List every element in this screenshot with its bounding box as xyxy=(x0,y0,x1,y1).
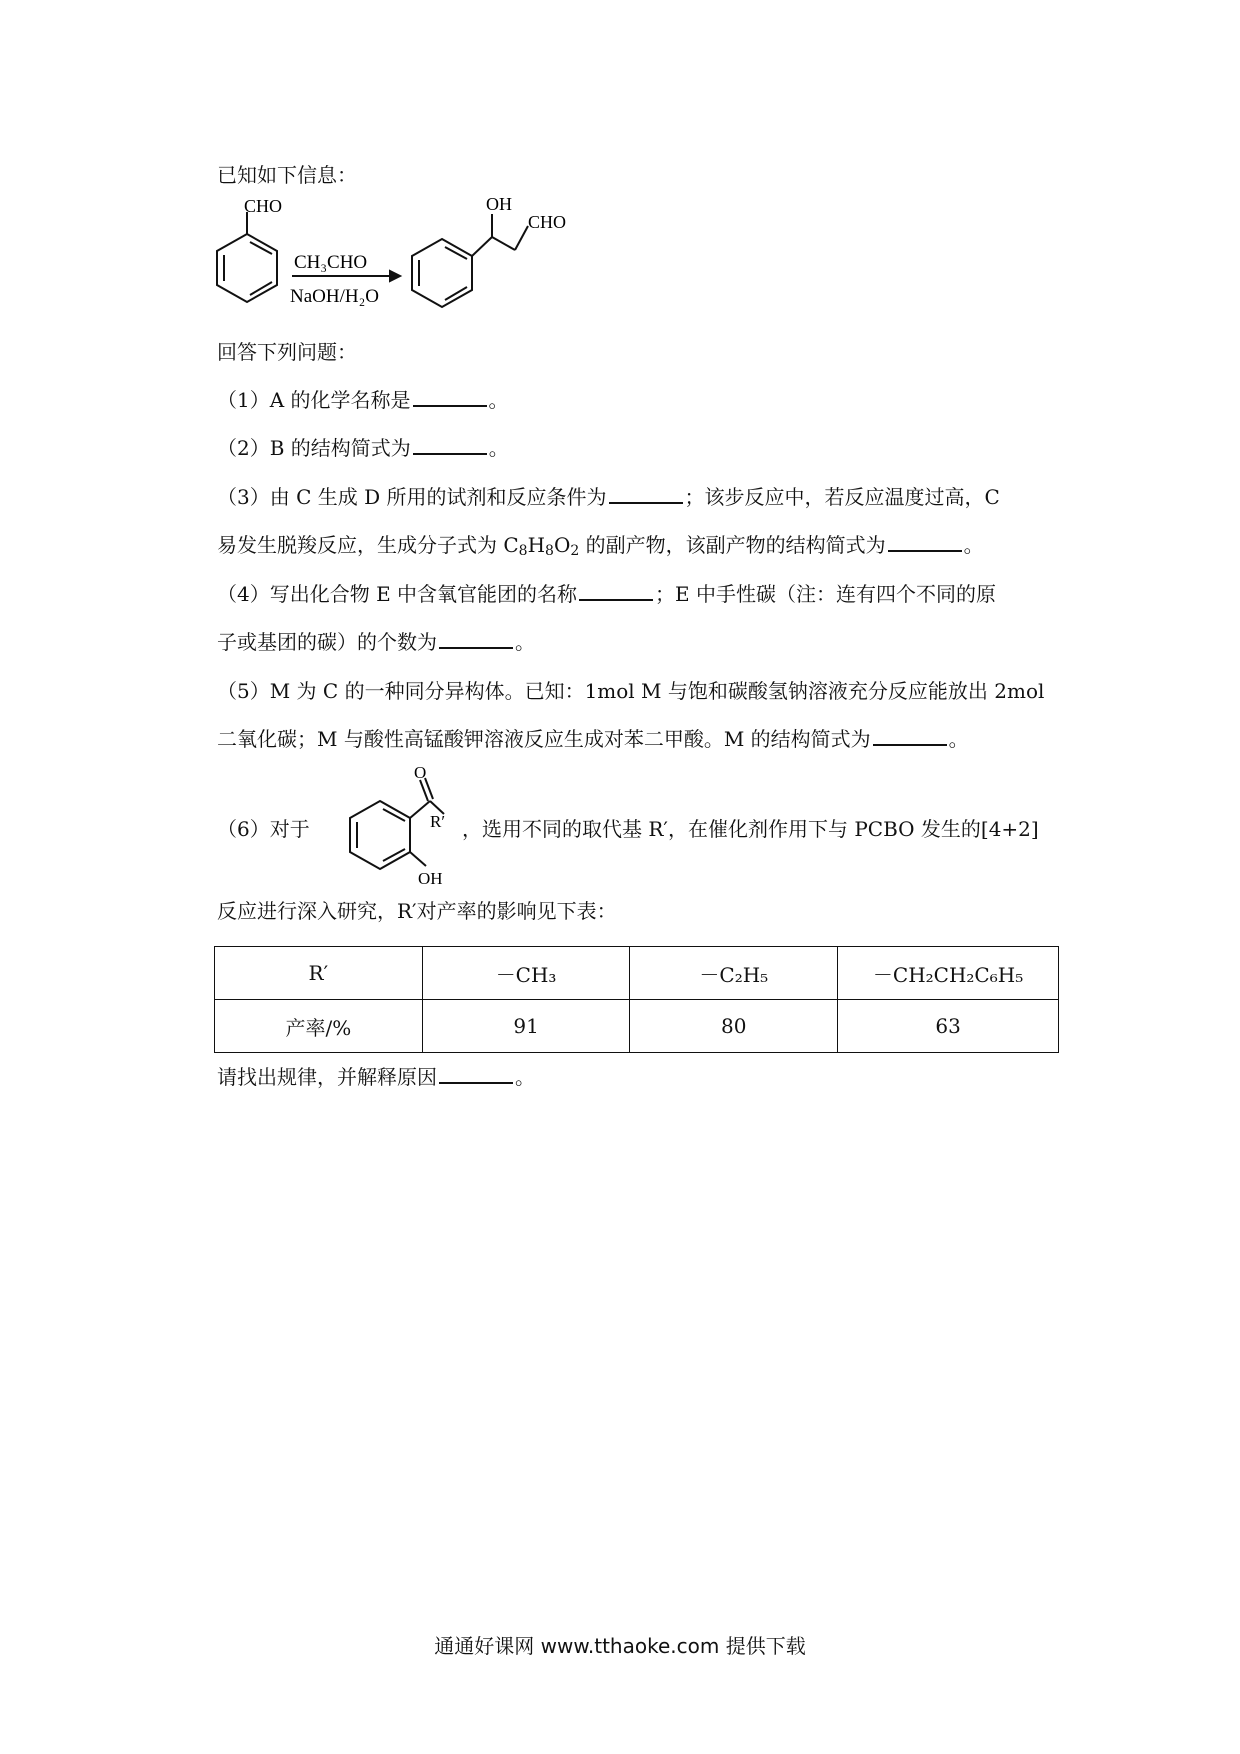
question-3-line-2: 易发生脱羧反应，生成分子式为 $C_8H_8O_2$ 的副产物，该副产物的结构简式为 。 xyxy=(217,533,984,559)
question-6-prefix: （6）对于 xyxy=(217,817,310,841)
closing-question: 请找出规律，并解释原因 。 xyxy=(217,1065,535,1089)
reagent-bottom: NaOH/H₂O xyxy=(290,286,379,307)
table-cell: 91 xyxy=(422,1000,630,1053)
question-4-line-1: （4）写出化合物 E 中含氧官能团的名称 ；E 中手性碳（注：连有四个不同的原 xyxy=(217,582,997,606)
table-cell: －CH₂CH₂C₆H₅ xyxy=(838,947,1059,1000)
question-5-line-1: （5）M 为 C 的一种同分异构体。已知：1mol M 与饱和碳酸氢钠溶液充分反应能放出 2mol xyxy=(217,679,1045,703)
question-6-line-2: 反应进行深入研究，R′对产率的影响见下表： xyxy=(217,899,617,923)
intro-text: 已知如下信息： xyxy=(217,163,357,187)
answer-blank[interactable] xyxy=(413,435,487,455)
answer-blank[interactable] xyxy=(439,1064,513,1084)
footer-source: 通通好课网 www.tthaoke.com 提供下载 xyxy=(434,1634,806,1658)
reactant-cho-label: CHO xyxy=(244,196,283,216)
question-4-line-2: 子或基团的碳）的个数为 。 xyxy=(217,630,535,654)
answer-blank[interactable] xyxy=(579,581,653,601)
table-cell: 产率/% xyxy=(215,1000,423,1053)
structure-r-label: R′ xyxy=(430,812,446,831)
reaction-scheme xyxy=(210,192,630,317)
question-1: （1）A 的化学名称是 。 xyxy=(217,388,509,412)
hydroxyaryl-ketone-structure xyxy=(310,762,460,890)
product-structure xyxy=(412,214,528,307)
table-cell: 63 xyxy=(838,1000,1059,1053)
answer-blank[interactable] xyxy=(609,484,683,504)
answer-prompt: 回答下列问题： xyxy=(217,340,357,364)
table-cell: －CH₃ xyxy=(422,947,630,1000)
product-cho-label: CHO xyxy=(528,212,567,232)
benzaldehyde-structure xyxy=(217,212,277,302)
reagent-top: CH₃CHO xyxy=(294,252,368,273)
product-oh-label: OH xyxy=(486,194,512,214)
answer-blank[interactable] xyxy=(439,629,513,649)
table-cell: 80 xyxy=(630,1000,838,1053)
table-row xyxy=(215,947,1059,1000)
structure-oh-label: OH xyxy=(418,869,443,888)
structure-o-label: O xyxy=(414,763,427,782)
question-2: （2）B 的结构简式为 。 xyxy=(217,436,509,460)
table-cell: R′ xyxy=(215,947,423,1000)
table-cell: －C₂H₅ xyxy=(630,947,838,1000)
question-3-line-1: （3）由 C 生成 D 所用的试剂和反应条件为 ；该步反应中，若反应温度过高，C xyxy=(217,485,1000,509)
answer-blank[interactable] xyxy=(413,387,487,407)
answer-blank[interactable] xyxy=(888,532,962,552)
question-6-suffix: ，选用不同的取代基 R′，在催化剂作用下与 PCBO 发生的[4+2] xyxy=(462,817,1039,841)
yield-table xyxy=(214,946,1059,1053)
question-5-line-2: 二氧化碳；M 与酸性高锰酸钾溶液反应生成对苯二甲酸。M 的结构简式为 。 xyxy=(217,727,969,751)
table-row xyxy=(215,1000,1059,1053)
answer-blank[interactable] xyxy=(873,726,947,746)
